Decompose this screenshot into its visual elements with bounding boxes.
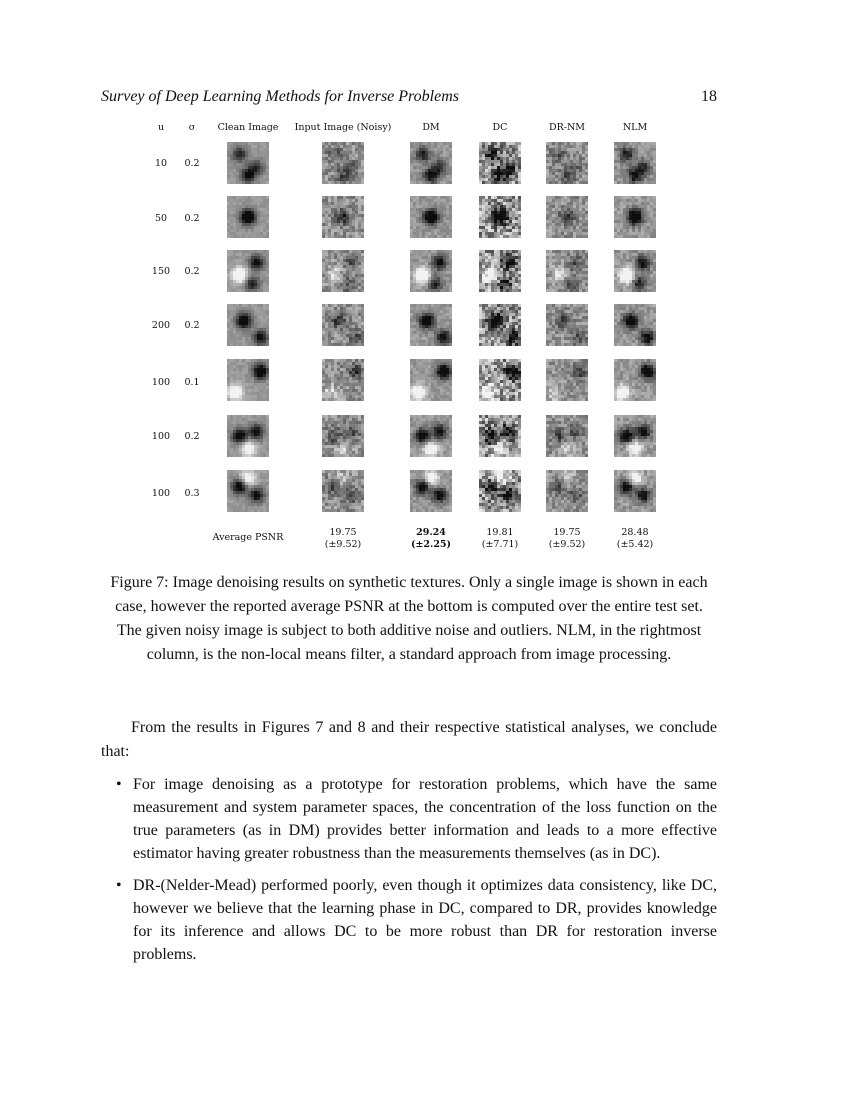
list-item bbox=[101, 773, 717, 865]
psnr-dm bbox=[411, 527, 451, 551]
texture-image-dm bbox=[410, 470, 452, 512]
row-sigma: 0.3 bbox=[184, 488, 200, 499]
psnr-std: (±2.25) bbox=[410, 539, 452, 550]
texture-image-nlm bbox=[614, 304, 656, 346]
texture-image-input bbox=[322, 142, 364, 184]
texture-image-dm bbox=[410, 359, 452, 401]
col-header-dm: DM bbox=[422, 122, 440, 133]
texture-image-drnm bbox=[546, 470, 588, 512]
texture-image-input bbox=[322, 470, 364, 512]
psnr-drnm bbox=[549, 527, 586, 551]
texture-image-clean bbox=[227, 304, 269, 346]
psnr-mean: 19.75 bbox=[553, 527, 581, 538]
row-sigma: 0.2 bbox=[184, 431, 200, 442]
running-head bbox=[101, 88, 717, 110]
running-title: Survey of Deep Learning Methods for Inverse Problems bbox=[101, 88, 459, 105]
row-u: 10 bbox=[154, 158, 168, 169]
texture-image-dc bbox=[479, 250, 521, 292]
col-header-u: u bbox=[157, 122, 165, 133]
bullet-icon: • bbox=[116, 877, 122, 894]
texture-image-dm bbox=[410, 142, 452, 184]
list-item-text: DR-(Nelder-Mead) performed poorly, even though it optimizes data consistency, like DC, however we believe that the learning phase in DC, compared to DR, provides knowledge for its inference and allows DC to be more robust than DR for restoration inverse problems. bbox=[133, 877, 717, 963]
texture-image-dm bbox=[410, 250, 452, 292]
psnr-std: (±5.42) bbox=[616, 539, 654, 550]
texture-image-nlm bbox=[614, 196, 656, 238]
texture-image-nlm bbox=[614, 359, 656, 401]
texture-image-nlm bbox=[614, 142, 656, 184]
texture-image-dc bbox=[479, 359, 521, 401]
texture-image-dc bbox=[479, 304, 521, 346]
psnr-std: (±9.52) bbox=[548, 539, 586, 550]
texture-image-input bbox=[322, 304, 364, 346]
row-u: 50 bbox=[154, 213, 168, 224]
row-sigma: 0.1 bbox=[184, 377, 200, 388]
bullet-icon: • bbox=[116, 776, 122, 793]
page-number: 18 bbox=[701, 88, 717, 105]
row-sigma: 0.2 bbox=[184, 320, 200, 331]
texture-image-dm bbox=[410, 415, 452, 457]
texture-image-drnm bbox=[546, 142, 588, 184]
col-header-dc: DC bbox=[492, 122, 508, 133]
psnr-label: Average PSNR bbox=[212, 532, 284, 543]
row-u: 150 bbox=[151, 266, 171, 277]
conclusion-list bbox=[101, 773, 717, 975]
texture-image-clean bbox=[227, 142, 269, 184]
figure-caption: Figure 7: Image denoising results on synthetic textures. Only a single image is shown in each case, however the reported average PSNR at the bottom is computed over the entire test set. The given noisy image is subject to both additive noise and outliers. NLM, in the rightmost column, is the non-local means filter, a standard approach from image processing. bbox=[110, 574, 708, 663]
texture-image-clean bbox=[227, 470, 269, 512]
row-sigma: 0.2 bbox=[184, 158, 200, 169]
texture-image-drnm bbox=[546, 359, 588, 401]
psnr-mean: 19.81 bbox=[486, 527, 514, 538]
texture-image-clean bbox=[227, 359, 269, 401]
list-item bbox=[101, 874, 717, 966]
texture-image-dm bbox=[410, 304, 452, 346]
texture-image-drnm bbox=[546, 196, 588, 238]
texture-image-drnm bbox=[546, 250, 588, 292]
body-paragraph: From the results in Figures 7 and 8 and their respective statistical analyses, we conclude that: bbox=[101, 719, 717, 760]
col-header-clean: Clean Image bbox=[217, 122, 279, 133]
psnr-mean: 19.75 bbox=[329, 527, 357, 538]
texture-image-dm bbox=[410, 196, 452, 238]
psnr-mean: 28.48 bbox=[621, 527, 649, 538]
texture-image-input bbox=[322, 250, 364, 292]
col-header-nlm: NLM bbox=[622, 122, 648, 133]
figure-7 bbox=[140, 118, 680, 558]
row-sigma: 0.2 bbox=[184, 266, 200, 277]
texture-image-clean bbox=[227, 196, 269, 238]
row-u: 200 bbox=[151, 320, 171, 331]
texture-image-input bbox=[322, 196, 364, 238]
row-u: 100 bbox=[151, 377, 171, 388]
row-sigma: 0.2 bbox=[184, 213, 200, 224]
row-u: 100 bbox=[151, 488, 171, 499]
texture-image-dc bbox=[479, 415, 521, 457]
col-header-sigma: σ bbox=[188, 122, 196, 133]
col-header-input: Input Image (Noisy) bbox=[294, 122, 392, 133]
texture-image-input bbox=[322, 359, 364, 401]
psnr-nlm bbox=[617, 527, 654, 551]
psnr-input bbox=[325, 527, 362, 551]
texture-image-drnm bbox=[546, 304, 588, 346]
texture-image-nlm bbox=[614, 470, 656, 512]
psnr-dc bbox=[482, 527, 519, 551]
texture-image-nlm bbox=[614, 250, 656, 292]
texture-image-dc bbox=[479, 196, 521, 238]
texture-image-dc bbox=[479, 470, 521, 512]
row-u: 100 bbox=[151, 431, 171, 442]
texture-image-clean bbox=[227, 250, 269, 292]
texture-image-clean bbox=[227, 415, 269, 457]
psnr-mean: 29.24 bbox=[416, 527, 446, 538]
psnr-std: (±9.52) bbox=[324, 539, 362, 550]
psnr-std: (±7.71) bbox=[481, 539, 519, 550]
texture-image-drnm bbox=[546, 415, 588, 457]
texture-image-dc bbox=[479, 142, 521, 184]
list-item-text: For image denoising as a prototype for restoration problems, which have the same measurement and system parameter spaces, the concentration of the loss function on the true parameters (as in DM) provides better information and leads to a more effective estimator having greater robustness than the measurements themselves (as in DC). bbox=[133, 776, 717, 862]
texture-image-input bbox=[322, 415, 364, 457]
col-header-drnm: DR-NM bbox=[548, 122, 586, 133]
texture-image-nlm bbox=[614, 415, 656, 457]
